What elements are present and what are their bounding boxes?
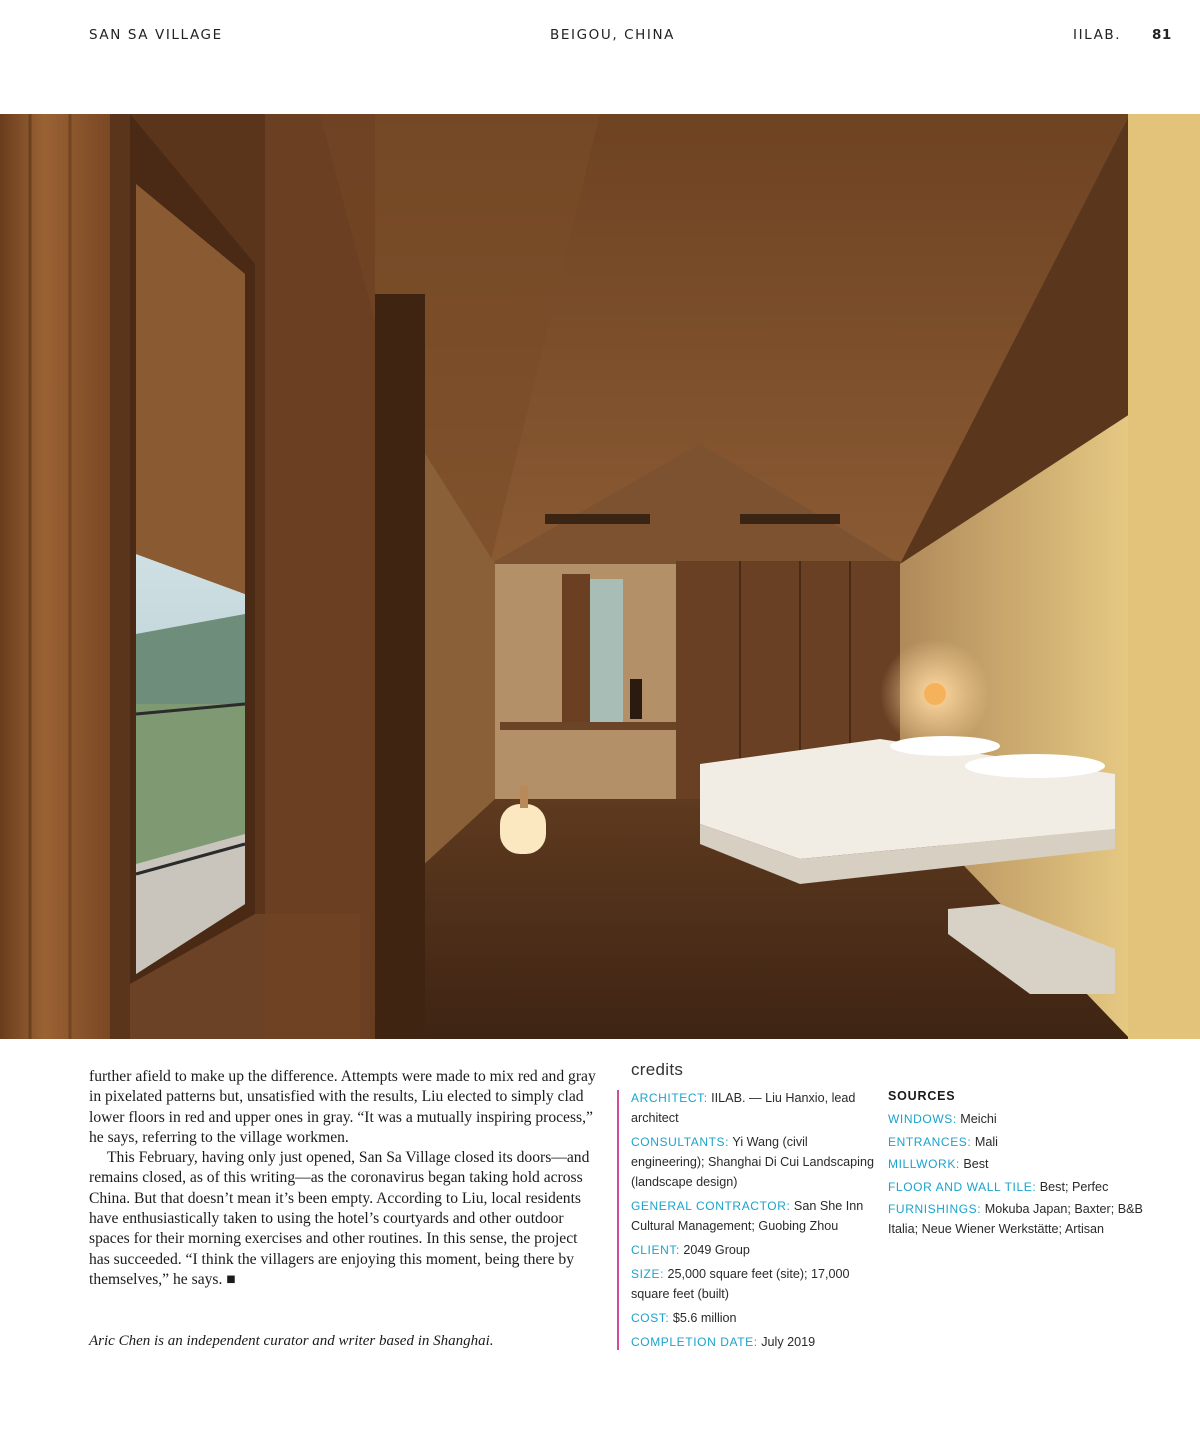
page-number: 81 bbox=[1152, 27, 1172, 43]
credit-value: 25,000 square feet (site); 17,000 square feet (built) bbox=[631, 1267, 850, 1301]
credit-label: COMPLETION DATE: bbox=[631, 1335, 758, 1349]
credit-value: Yi Wang (civil engineering); Shanghai Di Cui Landscaping (landscape design) bbox=[631, 1135, 874, 1189]
credits-heading: credits bbox=[631, 1060, 684, 1079]
source-label: FURNISHINGS: bbox=[888, 1202, 982, 1217]
credit-architect bbox=[631, 1088, 876, 1128]
source-value: Mokuba Japan; Baxter; B&B Italia; Neue Wiener Werkstätte; Artisan bbox=[888, 1202, 1143, 1237]
source-furnishings bbox=[888, 1199, 1158, 1239]
source-entrances bbox=[888, 1132, 1158, 1152]
sources-heading: SOURCES bbox=[888, 1089, 956, 1103]
story-paragraph: further afield to make up the difference. Attempts were made to mix red and gray in pixelated patterns but, unsatisfied with the results, Liu elected to simply clad lower floors in red and upper ones in gray. “It was a mutually inspiring process,” he says, referring to the village workmen. bbox=[89, 1068, 596, 1146]
running-head-center: BEIGOU, CHINA bbox=[550, 27, 676, 43]
bedroom-photo bbox=[0, 114, 1200, 1039]
source-floor-wall-tile bbox=[888, 1177, 1158, 1197]
credit-label: CLIENT: bbox=[631, 1243, 680, 1257]
credit-value: July 2019 bbox=[761, 1335, 816, 1349]
article-body bbox=[89, 1067, 601, 1290]
source-millwork bbox=[888, 1154, 1158, 1174]
credit-label: ARCHITECT: bbox=[631, 1091, 708, 1105]
credit-value: $5.6 million bbox=[672, 1311, 737, 1325]
source-label: FLOOR AND WALL TILE: bbox=[888, 1179, 1037, 1194]
credit-completion-date bbox=[631, 1332, 876, 1352]
source-value: Best bbox=[963, 1157, 989, 1172]
credit-general-contractor bbox=[631, 1196, 876, 1236]
source-label: WINDOWS: bbox=[888, 1112, 957, 1126]
credit-value: IILAB. — Liu Hanxio, lead architect bbox=[631, 1091, 856, 1125]
credit-value: San She Inn Cultural Management; Guobing Zhou bbox=[631, 1199, 864, 1233]
author-bio: Aric Chen is an independent curator and writer based in Shanghai. bbox=[89, 1333, 494, 1349]
source-windows bbox=[888, 1109, 1158, 1129]
running-head-right: IILAB. bbox=[1073, 27, 1122, 43]
source-label: MILLWORK: bbox=[888, 1157, 960, 1172]
credit-label: GENERAL CONTRACTOR: bbox=[631, 1199, 791, 1213]
source-value: Best; Perfec bbox=[1039, 1179, 1109, 1194]
story-paragraph: This February, having only just opened, San Sa Village closed its doors—and remains closed, as of this writing—as the coronavirus began taking hold across China. But that doesn’t mean it’s been empty. According to Liu, local residents have enthusiastically taken to using the hotel’s courtyards and other outdoor spaces for their morning exercises and other routines. In this sense, the project has succeeded. “I think the villagers are enjoying this moment, being there by themselves,” he says. ■ bbox=[89, 1149, 590, 1288]
sources-list bbox=[888, 1086, 1158, 1242]
running-head-left: SAN SA VILLAGE bbox=[89, 27, 223, 43]
source-value: Mali bbox=[974, 1134, 998, 1149]
credit-consultants bbox=[631, 1132, 876, 1192]
credit-client bbox=[631, 1240, 876, 1260]
credit-value: 2049 Group bbox=[683, 1243, 750, 1257]
credit-label: SIZE: bbox=[631, 1267, 665, 1281]
credits-list bbox=[631, 1088, 876, 1356]
credit-label: COST: bbox=[631, 1311, 670, 1325]
credit-size bbox=[631, 1264, 876, 1304]
credits-rule bbox=[617, 1090, 619, 1350]
source-value: Meichi bbox=[960, 1112, 997, 1126]
credit-label: CONSULTANTS: bbox=[631, 1135, 730, 1149]
source-label: ENTRANCES: bbox=[888, 1134, 972, 1149]
credit-cost bbox=[631, 1308, 876, 1328]
